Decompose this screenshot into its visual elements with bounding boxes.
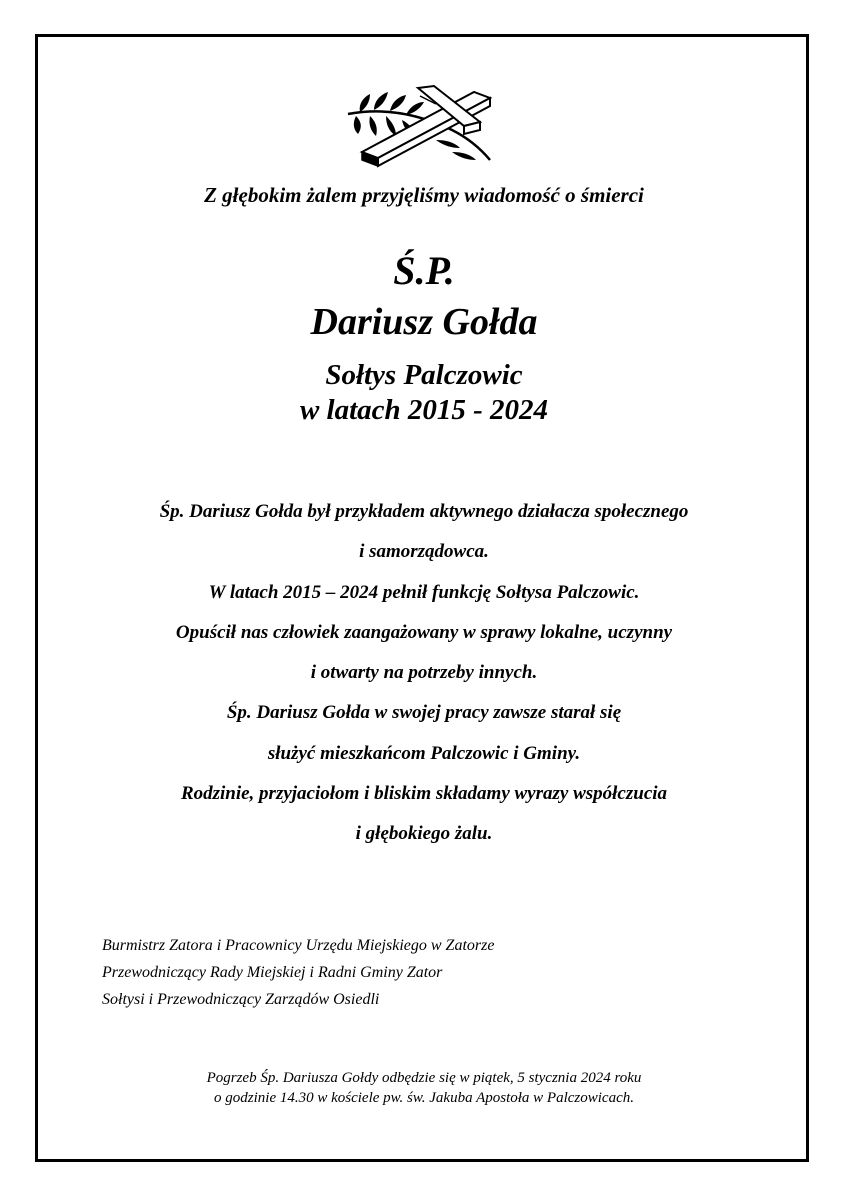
signatories (102, 932, 494, 1013)
funeral-info (0, 1068, 848, 1108)
tribute-line: służyć mieszkańcom Palczowic i Gminy. (267, 742, 581, 764)
cross-with-palm-branch-icon (340, 82, 510, 168)
tribute-line: Rodzinie, przyjaciołom i bliskim składamy wyrazy współczucia (180, 783, 668, 805)
signatory-line: Burmistrz Zatora i Pracownicy Urzędu Miejskiego w Zatorze (102, 937, 495, 954)
tribute-line: Śp. Dariusz Gołda był przykładem aktywnego działacza społecznego (159, 501, 689, 522)
tribute-text (0, 492, 848, 855)
tribute-line: W latach 2015 – 2024 pełnił funkcję Sołtysa Palczowic. (208, 581, 640, 603)
deceased-name: Dariusz Gołda (310, 301, 538, 343)
signatory-line: Sołtysi i Przewodniczący Zarządów Osiedli (102, 991, 380, 1008)
tribute-line: i otwarty na potrzeby innych. (310, 662, 538, 684)
tribute-line: i głębokiego żalu. (355, 823, 493, 845)
deceased-role: Sołtys Palczowic (325, 359, 523, 391)
funeral-info-line: Pogrzeb Śp. Dariusza Gołdy odbędzie się w piątek, 5 stycznia 2024 roku (206, 1070, 642, 1086)
signatory-line: Przewodniczący Rady Miejskiej i Radni Gminy Zator (102, 964, 443, 981)
tribute-line: Śp. Dariusz Gołda w swojej pracy zawsze starał się (226, 702, 622, 724)
tribute-line: Opuścił nas człowiek zaangażowany w sprawy lokalne, uczynny (175, 621, 673, 643)
tribute-line: i samorządowca. (359, 541, 489, 563)
honorific: Ś.P. (393, 248, 455, 293)
service-years: w latach 2015 - 2024 (299, 394, 549, 426)
funeral-info-line: o godzinie 14.30 w kościele pw. św. Jakuba Apostoła w Palczowicach. (214, 1090, 634, 1106)
intro-text: Z głębokim żalem przyjęliśmy wiadomość o śmierci (204, 183, 644, 207)
